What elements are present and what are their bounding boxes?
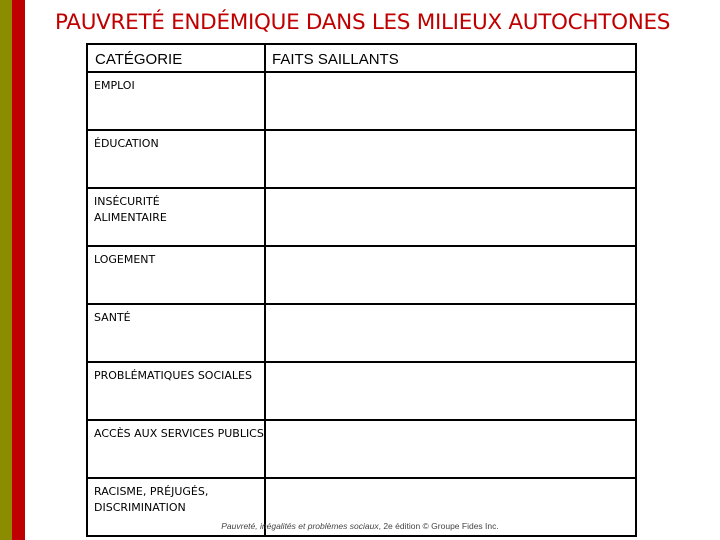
facts-cell[interactable]	[265, 362, 636, 420]
category-cell: INSÉCURITÉ ALIMENTAIRE	[87, 188, 265, 246]
table-row	[87, 246, 636, 304]
footer-edition: , 2e édition © Groupe Fides Inc.	[378, 521, 499, 531]
facts-cell[interactable]	[265, 246, 636, 304]
table-row	[87, 130, 636, 188]
category-cell: EMPLOI	[87, 72, 265, 130]
header-facts: FAITS SAILLANTS	[265, 44, 636, 72]
table-header-row	[87, 44, 636, 72]
category-cell: SANTÉ	[87, 304, 265, 362]
facts-cell[interactable]	[265, 304, 636, 362]
red-side-bar	[12, 0, 25, 540]
header-category: CATÉGORIE	[87, 44, 265, 72]
olive-side-bar	[0, 0, 12, 540]
table-row	[87, 304, 636, 362]
category-cell: ÉDUCATION	[87, 130, 265, 188]
category-cell: LOGEMENT	[87, 246, 265, 304]
facts-cell[interactable]	[265, 130, 636, 188]
facts-cell[interactable]	[265, 420, 636, 478]
footer-credit	[0, 521, 720, 531]
facts-cell[interactable]	[265, 72, 636, 130]
table-row	[87, 188, 636, 246]
poverty-table	[86, 43, 637, 537]
page-title: PAUVRETÉ ENDÉMIQUE DANS LES MILIEUX AUTOCHTONES	[55, 10, 671, 35]
category-cell: ACCÈS AUX SERVICES PUBLICS	[87, 420, 265, 478]
table-row	[87, 72, 636, 130]
table-row	[87, 420, 636, 478]
footer-book-title: Pauvreté, inégalités et problèmes sociaux	[221, 521, 379, 531]
category-cell: RACISME, PRÉJUGÉS, DISCRIMINATION	[87, 478, 265, 536]
facts-cell[interactable]	[265, 188, 636, 246]
category-cell: PROBLÉMATIQUES SOCIALES	[87, 362, 265, 420]
table-row	[87, 362, 636, 420]
